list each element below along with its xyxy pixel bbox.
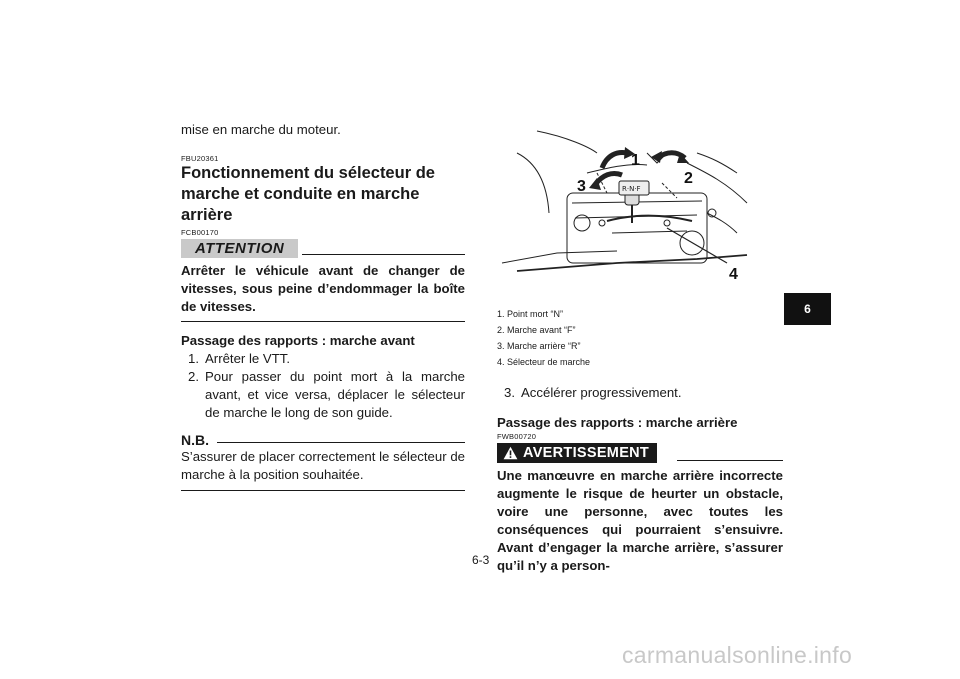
legend-item: 2. Marche avant “F” (497, 325, 576, 335)
intro-text: mise en marche du moteur. (181, 122, 341, 137)
nb-bottom-rule (181, 490, 465, 491)
page-number: 6-3 (472, 553, 490, 567)
callout-4: 4 (729, 266, 738, 283)
nb-rule (217, 442, 465, 443)
step-text: Accélérer progressivement. (521, 385, 682, 400)
forward-steps (181, 350, 465, 422)
attention-label: ATTENTION (181, 239, 298, 258)
legend-item: 3. Marche arrière “R” (497, 341, 581, 351)
attention-bottom-rule (181, 321, 465, 322)
attention-rule (302, 254, 465, 255)
list-item (497, 384, 783, 402)
right-column (497, 384, 783, 575)
watermark: carmanualsonline.info (622, 642, 853, 668)
section-title-line1: Fonctionnement du sélecteur de (181, 164, 435, 182)
warning-header (497, 443, 783, 463)
code-fwb: FWB00720 (497, 432, 537, 441)
nb-text: S’assurer de placer correctement le sélecteur de marche à la position souhaitée. (181, 449, 465, 482)
warning-rule (677, 460, 783, 461)
attention-text: Arrêter le véhicule avant de changer de vitesses, sous peine d’endommager la boîte de vitesses. (181, 263, 465, 314)
list-item (181, 350, 465, 368)
callout-3: 3 (577, 178, 586, 195)
subheading-forward: Passage des rapports : marche avant (181, 333, 415, 348)
gear-selector-illustration (497, 123, 783, 303)
gear-selector-figure (497, 123, 783, 303)
nb-label: N.B. (181, 432, 209, 448)
code-fbu: FBU20361 (181, 154, 219, 163)
subheading-reverse: Passage des rapports : marche arrière (497, 415, 738, 430)
step-text: Pour passer du point mort à la marche avant, et vice versa, déplacer le sélecteur de marche le long de son guide. (205, 369, 465, 420)
step-number: 1. (188, 351, 199, 366)
nb-header (181, 432, 465, 448)
legend-item: 4. Sélecteur de marche (497, 357, 591, 367)
section-title-line2: marche et conduite en marche arrière (181, 185, 420, 224)
warning-box (497, 443, 657, 463)
chapter-tab: 6 (784, 293, 831, 325)
left-column (181, 121, 465, 491)
warning-label: AVERTISSEMENT (523, 445, 650, 461)
arrow-reverse (595, 173, 622, 185)
step-number: 3. (504, 385, 515, 400)
callout-1: 1 (631, 152, 640, 169)
attention-header (181, 239, 465, 258)
legend-item: 1. Point mort “N” (497, 309, 564, 319)
step-text: Arrêter le VTT. (205, 351, 291, 366)
callout-2: 2 (684, 170, 693, 187)
code-fcb: FCB00170 (181, 228, 219, 237)
figure-legend (497, 306, 783, 370)
warning-text: Une manœuvre en marche arrière incorrecte augmente le risque de heurter un obstacle, voire une personne, avec toutes les conséquences qui pourraient s’ensuivre. Avant d’engager la marche arrière, s’assurer qu’il n’y a person- (497, 468, 783, 573)
step-number: 2. (188, 369, 199, 384)
svg-text:R·N·F: R·N·F (622, 185, 641, 193)
warning-triangle-icon (503, 446, 518, 460)
list-item (181, 368, 465, 422)
